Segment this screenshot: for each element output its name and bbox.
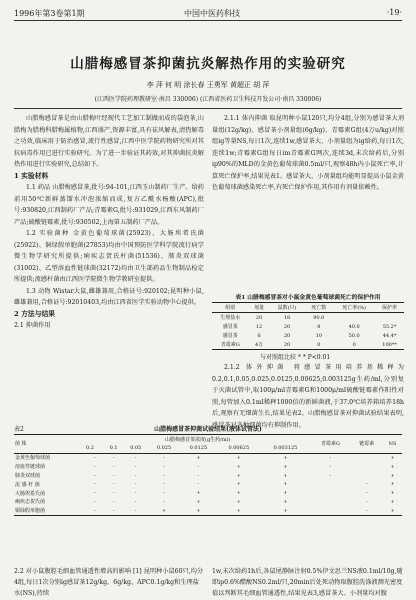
table-cell — [350, 453, 383, 462]
table-row — [14, 471, 402, 480]
table1-caption: 表1 山腊梅感冒茶对小鼠金黄色葡萄球菌死亡的保护作用 — [235, 295, 381, 301]
table-cell: 50.0 — [348, 332, 360, 339]
table-cell: 0 — [352, 341, 356, 348]
table-cell: - — [163, 498, 165, 505]
table-cell: - — [93, 490, 96, 497]
table-row — [14, 498, 402, 507]
table-cell: - — [134, 498, 137, 505]
left-column — [14, 113, 204, 332]
table-cell — [310, 506, 350, 515]
table-cell: 10 — [315, 332, 322, 339]
table-cell: + — [196, 507, 201, 514]
paragraph-capillary: 2.2 对小鼠腹腔毛细血管通透性增高的影响 [1] 昆明种小鼠60只,均分4组,每日1次分别ig感冒茶12g/kg、6g/kg、APC0.1g/kg和生理盐水(NS),持续 — [14, 568, 204, 597]
table-cell: + — [196, 454, 201, 461]
right-column-bottom — [212, 566, 404, 599]
table2-col-header: 链霉素 — [359, 441, 375, 448]
table-cell: - — [365, 498, 368, 505]
table-cell — [333, 313, 375, 323]
table-cell: 20 — [255, 314, 263, 321]
journal-name: 中国中医药科技 — [184, 9, 240, 18]
table-cell: - — [134, 490, 137, 497]
table-cell: - — [112, 472, 115, 479]
table-cell — [310, 498, 350, 507]
paper-title: 山腊梅感冒茶抑菌抗炎解热作用的实验研究 — [70, 56, 346, 72]
table-cell: + — [390, 463, 395, 470]
table1-header-row — [212, 303, 404, 313]
table-cell — [310, 480, 350, 489]
table-cell: - — [329, 454, 332, 461]
table-cell: + — [236, 463, 241, 470]
table2-conc-header: 0.003125 — [273, 445, 298, 452]
table1 — [212, 302, 404, 350]
table-cell: 大肠埃希氏菌 — [15, 490, 46, 497]
table-cell: - — [134, 472, 137, 479]
table2-conc-header: 0.0125 — [189, 445, 208, 452]
table-cell: - — [365, 490, 368, 497]
table-cell: 8 — [317, 323, 321, 330]
table-cell: 铜绿假单胞菌 — [15, 508, 46, 515]
title-divider — [14, 108, 402, 109]
table-cell: 20 — [283, 341, 291, 348]
table2-strain-header: 菌 株 — [15, 441, 27, 448]
table-cell: 20 — [283, 332, 291, 339]
table-cell: - — [134, 463, 137, 470]
table-cell: - — [112, 507, 115, 514]
affiliation: (江西医学院药理教研室·南昌 330006) (江西省医药卫生科技开发公司·南昌 330006) — [94, 96, 322, 103]
table-cell: + — [390, 472, 395, 479]
author-list: 李 萍 何 明 涂长春 王勇军 黄超正 胡 萍 — [146, 81, 270, 89]
paragraph-strains: 1.2 实验菌种 金黄色葡萄球菌(25923)、大肠埃希氏菌(25922)、铜绿假单胞菌(27853)均由中国预防医学科学院流行病学微生物学研究所提供;痢疾志贺氏杆菌(51536)、肺炎双球菌(31002)、乙型溶血性链球菌(32172)均由卫生部药品生物制品检定所提供;流感杆菌由江西医学院微生物学教研室提供。 — [14, 230, 204, 283]
table-cell: 生理盐水 — [220, 315, 241, 321]
table1-note: 与对照组比较 * * P<0.01 — [260, 354, 331, 361]
table1-col-header: 死亡率(%) — [342, 305, 366, 311]
right-column-mid — [212, 362, 404, 431]
table2-conc-header: 0.2 — [86, 445, 94, 452]
table-cell — [310, 489, 350, 498]
page-header — [14, 6, 402, 21]
paragraph-animals: 1.3 动物 Wistar大鼠,雌雄兼用,合格证号:920102;昆明种小鼠,雌雄兼用,合格证号:92010403,均由江西省医学实验动物中心提供。 — [14, 287, 204, 306]
paragraph-capillary-cont: 1w,末次给药1h后,各鼠尾静脉注射0.5%伊文思兰NS液0.1ml/10g,随即ip0.6%醋酸NS0.2ml/只,20min后处死动物取腹腔洗涤液测光密度值以判断其毛细血管通透性,结果见表3,感冒茶大、小剂量均对腹 — [212, 568, 403, 597]
table-cell: + — [390, 481, 395, 488]
table-cell: - — [134, 481, 137, 488]
table-cell: 溶血性链球菌 — [15, 464, 46, 471]
table2-conc-header: 0.1 — [109, 445, 118, 452]
table-row — [212, 322, 404, 331]
table-cell: - — [93, 472, 96, 479]
table-cell: + — [390, 454, 395, 461]
table-cell: 100** — [382, 341, 397, 348]
table-cell: + — [236, 454, 241, 461]
table-cell: 流 感 杆 菌 — [15, 481, 40, 488]
table-cell: + — [196, 490, 201, 497]
table-cell: - — [163, 490, 165, 497]
table2-conc-header: 0.05 — [130, 445, 142, 452]
table-cell: - — [163, 481, 165, 488]
table-cell: - — [93, 498, 96, 505]
paragraph-drugs: 1.1 药品 山腊梅感冒茶,批号:94-101,江西玉山制药厂生产。给药前用50℃新鲜蒸馏水冲泡浓缩而成,复方乙酰水杨酸(APC),批号:930820,江西制药厂产品;青霉素G,批号:931029,江西东风制药厂产品;硫酸链霉素,批号:930502,上海第五制药厂产品。 — [14, 184, 204, 226]
table-cell: 金黄色葡萄球菌 — [15, 455, 51, 462]
table-cell: - — [134, 507, 137, 514]
table2-label: 表2 — [14, 426, 24, 433]
table-cell: + — [283, 454, 288, 461]
table-cell: + — [283, 498, 288, 505]
table1-col-header: 死亡数 — [311, 305, 327, 311]
table2-group-header: 山腊梅感冒茶浓度(g生药/ml) — [165, 436, 231, 443]
table-row — [212, 331, 404, 340]
table1-col-header: 剂量 — [254, 305, 265, 311]
table-cell: + — [196, 498, 201, 505]
table-cell: - — [134, 454, 137, 461]
table-cell: 12 — [255, 323, 263, 330]
table-cell: - — [329, 463, 332, 470]
table-cell: 肺炎双球菌 — [15, 473, 41, 480]
paragraph-in-vitro: 2.1.2 体外抑菌 将感冒茶用培养基稀释为0.2,0.1,0.05,0.025,0.0125,0.00625,0.003125g生药/ml,分别复于灭菌试管中,取100μ/ml青霉素G和1000μ/ml硫酸链霉素作阳性对照,每管加入0.1ml稀释1000倍的新鲜菌液,于37.0℃培养箱培养18h后,观察有无细菌生长,结果见表2。山腊梅感冒茶对抑菌试验结果表明,感冒茶对各种细菌均有抑制作用。 — [212, 364, 404, 429]
section-heading: 2 方法与结果 — [14, 309, 56, 318]
table-cell: + — [236, 498, 241, 505]
table-cell: 44.4* — [382, 332, 397, 339]
journal-issue: 1996年第3卷第1期 — [14, 9, 85, 18]
table-cell: 20 — [283, 323, 291, 330]
table-cell: 6 — [257, 332, 261, 339]
left-column-bottom — [14, 566, 204, 599]
table-cell: - — [329, 472, 332, 479]
table-cell: + — [283, 472, 288, 479]
table2-caption: 山腊梅感冒茶抑菌试验结果(液体试管法) — [154, 426, 262, 433]
table-row — [14, 462, 402, 471]
table-cell: + — [283, 507, 288, 514]
table-cell: 痢疾志贺氏菌 — [15, 499, 46, 506]
table-cell: + — [283, 481, 288, 488]
paragraph-in-vivo: 2.1.1 体内抑菌 取昆明种小鼠120只,均分4组,分别为感冒茶大剂量组(12g/kg)、感冒茶小剂量组(6g/kg)、青霉素G组(4万u/kg)对照组ig等量NS,每日1次,连续1w,感冒茶大、小剂量组为ig给药,每日1次,连续1w;青霉素G组每日im青霉素G网次,连续3d,末次给药后,分别ip90%的MLD的金黄色葡萄球菌0.5ml/只,观察48h内小鼠死亡率,计算死亡保护率,结果见表1。感冒茶大、小剂量组均能明显提高小鼠金黄色葡萄球菌感染死亡率,有死亡保护作用,其作用有剂量依赖性。 — [212, 115, 404, 191]
table-cell: + — [236, 472, 241, 479]
section-heading: 1 实验材料 — [14, 171, 49, 180]
table-cell: 感冒茶 — [222, 324, 238, 330]
table2-conc-header: 0.00625 — [228, 445, 250, 452]
table-row — [212, 313, 404, 323]
table-cell: - — [163, 472, 165, 479]
table-cell: - — [93, 481, 96, 488]
table-row — [14, 489, 402, 498]
subsection-heading: 2.1 抑菌作用 — [14, 322, 51, 329]
table-cell: 40.0 — [348, 323, 360, 330]
table-cell: + — [236, 507, 241, 514]
page-number: ·19· — [386, 8, 402, 17]
table-cell: - — [163, 454, 165, 461]
table-row — [14, 453, 402, 462]
table-cell: 0 — [317, 341, 321, 348]
table-cell: + — [390, 498, 395, 505]
table-cell: 18 — [283, 314, 291, 321]
table1-col-header: 鼠数(只) — [277, 305, 297, 311]
table-cell: + — [161, 507, 167, 514]
table-cell: + — [236, 490, 241, 497]
table-cell: 4万 — [254, 342, 264, 348]
table-cell: - — [112, 490, 115, 497]
table-cell: - — [163, 463, 165, 470]
right-column-top — [212, 113, 404, 194]
table-cell: - — [197, 463, 200, 470]
table-cell: + — [390, 490, 395, 497]
table-cell — [350, 471, 383, 480]
table-cell: - — [93, 454, 96, 461]
table1-col-header: 组别 — [225, 305, 236, 311]
table2-col-header: NS — [388, 440, 397, 447]
table-cell: - — [112, 454, 115, 461]
table-cell: 90.0 — [313, 314, 325, 321]
table-row — [14, 480, 402, 489]
intro-paragraph: 山腊梅感冒茶是由山腊梅叶经现代工艺加工制做而成的袋泡茶,山腊梅为腊梅科腊梅属植物,江西盛产,资源丰富,具有祛风解表,清热解毒之功效,临床用于防治感冒,流行性感冒,江西中医学院药物研究所对其抗病毒作用已进行实验研究。为了进一步验证其药效,对其抑菌抗炎解热作用进行实验研究,总结如下。 — [14, 115, 204, 168]
table-cell: - — [197, 481, 200, 488]
table-cell: - — [93, 463, 96, 470]
table-cell: - — [197, 472, 200, 479]
table-row — [14, 506, 402, 515]
table-cell: + — [283, 463, 288, 470]
table-cell: - — [365, 507, 368, 514]
table-cell: + — [390, 507, 395, 514]
table-cell: - — [365, 481, 368, 488]
table-cell: - — [112, 463, 115, 470]
table2-conc-header: 0.025 — [156, 445, 172, 452]
table-row — [212, 340, 404, 350]
table-cell: - — [93, 507, 96, 514]
table2 — [14, 434, 402, 516]
table-cell: + — [236, 481, 241, 488]
table-cell: 青霉素G — [220, 342, 240, 348]
table2-col-header: 青霉素G — [320, 441, 340, 448]
table-cell — [375, 313, 404, 323]
table-cell: - — [112, 481, 115, 488]
table-cell — [350, 462, 383, 471]
table-cell: - — [112, 498, 115, 505]
table1-col-header: 保护率 — [382, 305, 398, 311]
table-cell: + — [283, 490, 288, 497]
table-cell: 55.2* — [382, 323, 397, 330]
table-cell: 感冒茶 — [222, 333, 238, 339]
